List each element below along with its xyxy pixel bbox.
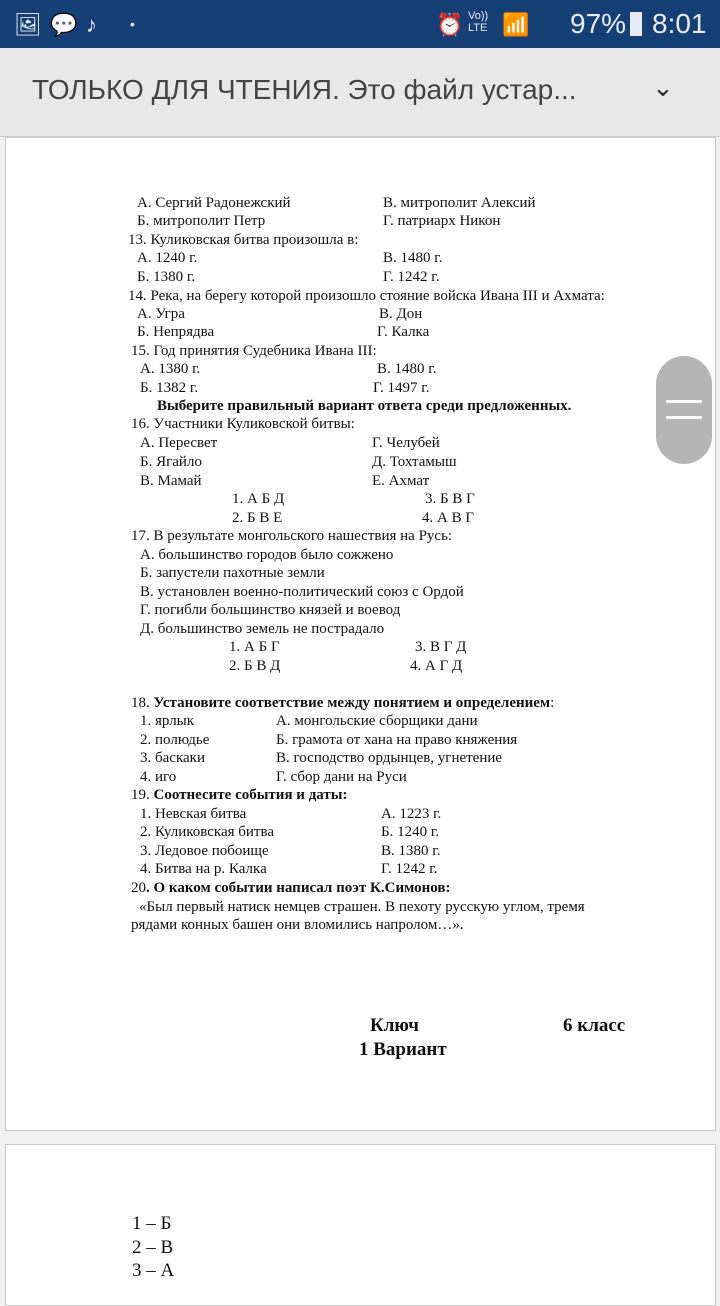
q18-definition-v: В. господство ордынцев, угнетение xyxy=(276,750,503,766)
message-notification-icon: 💬 xyxy=(50,12,78,37)
gallery-notification-icon: 🖼 xyxy=(14,12,42,37)
q16-option-d: Д. Тохтамыш xyxy=(372,454,457,470)
q13-option-a: А. 1240 г. xyxy=(137,250,198,266)
q19-event-2: 2. Куликовская битва xyxy=(140,824,275,840)
q20-text: . О каком событии написал поэт К.Симонов: xyxy=(146,880,451,896)
q17-option-b: Б. запустели пахотные земли xyxy=(140,565,325,581)
banner-title: ТОЛЬКО ДЛЯ ЧТЕНИЯ. Это файл устар... xyxy=(32,74,577,105)
q17-answer-1: 1. А Б Г xyxy=(229,639,280,655)
q15-option-a: А. 1380 г. xyxy=(140,361,201,377)
q16-option-g: Г. Челубей xyxy=(372,435,440,451)
q14-option-b: Б. Непрядва xyxy=(137,324,215,340)
grip-line-icon xyxy=(666,400,702,403)
q17-option-g: Г. погибли большинство князей и воевод xyxy=(140,602,401,618)
answer-2: 2 – В xyxy=(132,1237,174,1258)
q15-option-v: В. 1480 г. xyxy=(377,361,437,377)
q15-question: 15. Год принятия Судебника Ивана III: xyxy=(131,343,377,359)
q18-term-2: 2. полюдье xyxy=(140,732,210,748)
wifi-signal-icon: 📶 xyxy=(502,12,530,37)
q19-date-b: Б. 1240 г. xyxy=(381,824,440,840)
q17-answer-4: 4. А Г Д xyxy=(410,658,463,674)
q19-date-g: Г. 1242 г. xyxy=(381,861,438,877)
q12-option-v: В. митрополит Алексий xyxy=(383,195,536,211)
q19-number: 19. xyxy=(131,787,150,803)
q19-text: Соотнесите события и даты: xyxy=(153,787,348,803)
q19-event-1: 1. Невская битва xyxy=(140,806,247,822)
q16-answer-1: 1. А Б Д xyxy=(232,491,285,507)
q19-event-3: 3. Ледовое побоище xyxy=(140,843,269,859)
q18-term-1: 1. ярлык xyxy=(140,713,195,729)
volte-icon: Vo)) LTE xyxy=(468,10,489,34)
q20-question xyxy=(131,879,451,897)
key-title: Ключ xyxy=(370,1015,419,1036)
q15-option-g: Г. 1497 г. xyxy=(373,380,430,396)
q14-option-a: А. Угра xyxy=(137,306,185,322)
q18-definition-b: Б. грамота от хана на право княжения xyxy=(276,732,518,748)
q18-definition-a: А. монгольские сборщики дани xyxy=(276,713,478,729)
q16-option-v: В. Мамай xyxy=(140,473,202,489)
clock: 8:01 xyxy=(652,8,707,39)
q13-question: 13. Куликовская битва произошла в: xyxy=(128,232,359,248)
q16-option-b: Б. Ягайло xyxy=(140,454,202,470)
q13-option-v: В. 1480 г. xyxy=(383,250,443,266)
q20-quote-line-1: «Был первый натиск немцев страшен. В пехоту русскую углом, тремя xyxy=(139,899,585,915)
answer-3: 3 – А xyxy=(132,1260,175,1281)
q18-term-4: 4. иго xyxy=(140,769,177,785)
q12-option-a: А. Сергий Радонежский xyxy=(137,195,291,211)
q16-option-a: А. Пересвет xyxy=(140,435,218,451)
q16-answer-2: 2. Б В Е xyxy=(232,510,283,526)
section-instruction: Выберите правильный вариант ответа среди предложенных. xyxy=(157,398,572,414)
q14-question: 14. Река, на берегу которой произошло стояние войска Ивана III и Ахмата: xyxy=(128,288,605,304)
q13-option-b: Б. 1380 г. xyxy=(137,269,196,285)
q18-text: Установите соответствие между понятием и определением xyxy=(153,695,551,711)
more-notifications-dot-icon: • xyxy=(130,16,135,32)
q19-date-v: В. 1380 г. xyxy=(381,843,441,859)
q19-question xyxy=(131,786,347,804)
document-page-2 xyxy=(5,1144,716,1306)
q17-answer-3: 3. В Г Д xyxy=(415,639,467,655)
q14-option-g: Г. Калка xyxy=(377,324,430,340)
q16-answer-4: 4. А В Г xyxy=(422,510,475,526)
q14-option-v: В. Дон xyxy=(379,306,423,322)
status-bar xyxy=(0,0,720,48)
battery-percent: 97% xyxy=(570,8,627,39)
q17-answer-2: 2. Б В Д xyxy=(229,658,281,674)
q16-question: 16. Участники Куликовской битвы: xyxy=(131,416,355,432)
chevron-down-icon[interactable]: ⌄ xyxy=(652,72,674,102)
q15-option-b: Б. 1382 г. xyxy=(140,380,199,396)
battery-icon xyxy=(630,12,642,36)
scroll-handle[interactable] xyxy=(656,356,712,464)
q18-question xyxy=(131,694,554,712)
q16-answer-3: 3. Б В Г xyxy=(425,491,475,507)
q18-number: 18. xyxy=(131,695,150,711)
music-notification-icon: ♪ xyxy=(86,12,97,37)
q16-option-e: Е. Ахмат xyxy=(372,473,430,489)
q19-event-4: 4. Битва на р. Калка xyxy=(140,861,267,877)
q12-option-g: Г. патриарх Никон xyxy=(383,213,501,229)
q17-option-d: Д. большинство земель не пострадало xyxy=(140,621,385,637)
answer-1: 1 – Б xyxy=(132,1213,172,1234)
q18-term-3: 3. баскаки xyxy=(140,750,205,766)
q19-date-a: А. 1223 г. xyxy=(381,806,442,822)
q17-question: 17. В результате монгольского нашествия на Русь: xyxy=(131,528,453,544)
q12-option-b: Б. митрополит Петр xyxy=(137,213,266,229)
q17-option-a: А. большинство городов было сожжено xyxy=(140,547,394,563)
q17-option-v: В. установлен военно-политический союз с Ордой xyxy=(140,584,464,600)
read-only-banner[interactable] xyxy=(0,48,720,137)
q20-quote-line-2: рядами конных башен они вломились напролом…». xyxy=(131,917,464,933)
q18-definition-g: Г. сбор дани на Руси xyxy=(276,769,407,785)
q18-colon: : xyxy=(550,695,555,711)
q20-number: 20 xyxy=(131,880,146,896)
grip-line-icon xyxy=(666,416,702,419)
q13-option-g: Г. 1242 г. xyxy=(383,269,440,285)
alarm-icon: ⏰ xyxy=(436,12,464,37)
key-grade: 6 класс xyxy=(563,1015,626,1036)
key-variant: 1 Вариант xyxy=(359,1039,447,1060)
